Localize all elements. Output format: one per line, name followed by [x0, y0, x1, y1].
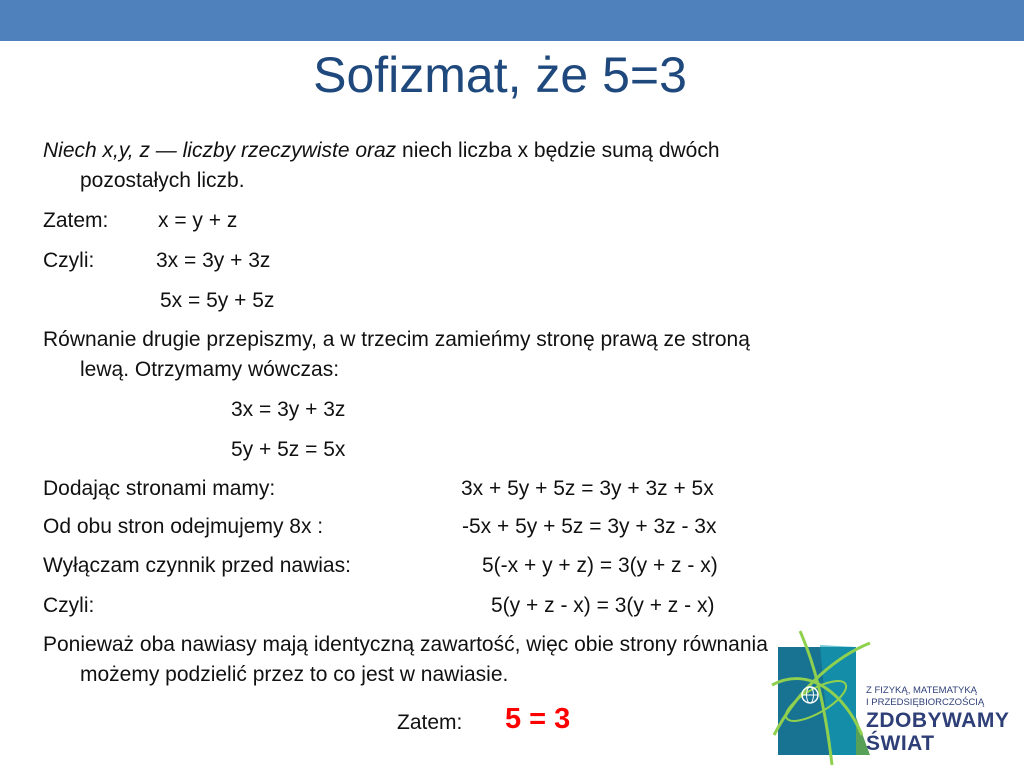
logo-line-3: ZDOBYWAMY [866, 709, 1010, 732]
czyli2-label: Czyli: [43, 594, 95, 617]
wylaczam-label: Wyłączam czynnik przed nawias: [43, 554, 351, 577]
top-accent-bar [0, 0, 1024, 41]
czyli-equation-1: 3x = 3y + 3z [156, 249, 271, 272]
czyli2-equation: 5(y + z - x) = 3(y + z - x) [491, 594, 715, 617]
zatem-label: Zatem: [43, 209, 109, 232]
dodajac-equation: 3x + 5y + 5z = 3y + 3z + 5x [461, 477, 714, 500]
logo-line-2: I PRZEDSIĘBIORCZOŚCIĄ [866, 697, 985, 708]
equation-a: 3x = 3y + 3z [231, 398, 346, 421]
zatem-equation: x = y + z [158, 209, 238, 232]
poniewaz-line-1: Ponieważ oba nawiasy mają identyczną zawartość, więc obie strony równania [43, 633, 768, 656]
logo-line-4: ŚWIAT [866, 732, 935, 755]
czyli-equation-2: 5x = 5y + 5z [160, 289, 275, 312]
odejmujemy-equation: -5x + 5y + 5z = 3y + 3z - 3x [462, 515, 717, 538]
poniewaz-line-2: możemy podzielić przez to co jest w nawiasie. [80, 663, 509, 686]
logo-line-1: Z FIZYKĄ, MATEMATYKĄ [866, 685, 978, 696]
final-result: 5 = 3 [505, 703, 571, 735]
czyli-label: Czyli: [43, 249, 95, 272]
intro-line-2: pozostałych liczb. [80, 169, 245, 192]
rownanie-line-1: Równanie drugie przepiszmy, a w trzecim zamieńmy stronę prawą ze stroną [43, 328, 750, 351]
dodajac-label: Dodając stronami mamy: [43, 477, 276, 500]
odejmujemy-label: Od obu stron odejmujemy 8x : [43, 515, 324, 538]
wylaczam-equation: 5(-x + y + z) = 3(y + z - x) [482, 554, 718, 577]
intro-line-1 [43, 136, 720, 165]
final-label: Zatem: [397, 711, 463, 734]
intro-rest: niech liczba x będzie sumą dwóch [396, 139, 720, 162]
rownanie-line-2: lewą. Otrzymamy wówczas: [80, 358, 340, 381]
intro-italic: Niech x,y, z — liczby rzeczywiste oraz [43, 139, 397, 162]
equation-b: 5y + 5z = 5x [231, 438, 346, 461]
slide-title: Sofizmat, że 5=3 [313, 47, 687, 103]
